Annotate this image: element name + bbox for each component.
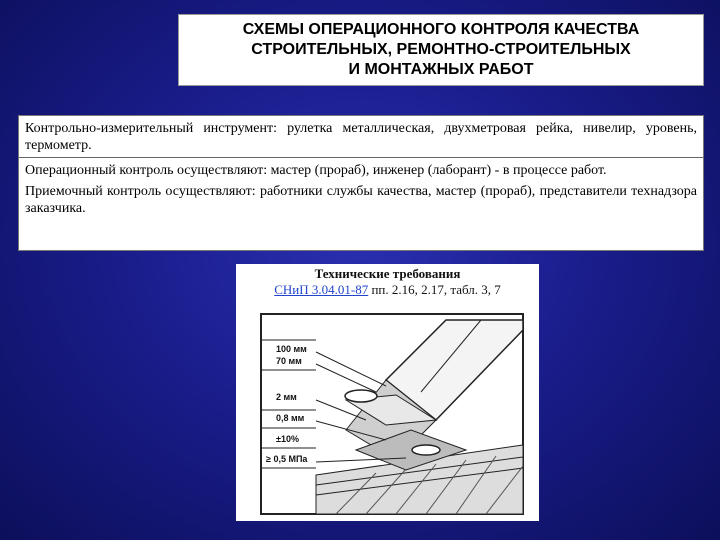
acceptance-text: Приемочный контроль осуществляют: работники службы качества, мастер (прораб), представители технадзора заказчика. — [25, 184, 697, 216]
operational-text: Операционный контроль осуществляют: мастер (прораб), инженер (лаборант) - в процессе работ. — [25, 163, 607, 178]
tools-text: Контрольно-измерительный инструмент: рулетка металлическая, двухметровая рейка, нивелир, уровень, термометр. — [19, 116, 703, 158]
label-100mm: 100 мм — [276, 344, 307, 354]
label-0-8mm: 0,8 мм — [276, 413, 305, 423]
reference-clauses: пп. 2.16, 2.17, табл. 3, 7 — [368, 282, 501, 297]
diagram-panel — [236, 264, 539, 521]
snip-link[interactable]: СНиП 3.04.01-87 — [274, 282, 369, 297]
plaster-diagram — [236, 300, 539, 520]
title-line-2: СТРОИТЕЛЬНЫХ, РЕМОНТНО-СТРОИТЕЛЬНЫХ — [251, 41, 631, 58]
operational-control-text — [19, 158, 703, 220]
title-line-1: СХЕМЫ ОПЕРАЦИОННОГО КОНТРОЛЯ КАЧЕСТВА — [242, 21, 640, 38]
plaster-layers — [345, 320, 523, 470]
label-tolerance: ±10% — [276, 434, 299, 444]
title-line-3: И МОНТАЖНЫХ РАБОТ — [348, 61, 534, 78]
diagram-reference — [236, 282, 539, 298]
diagram-heading: Технические требования — [314, 266, 461, 281]
label-strength: ≥ 0,5 МПа — [266, 454, 308, 464]
label-70mm: 70 мм — [276, 356, 302, 366]
info-box — [18, 115, 704, 251]
label-2mm: 2 мм — [276, 392, 297, 402]
title-box — [178, 14, 704, 86]
